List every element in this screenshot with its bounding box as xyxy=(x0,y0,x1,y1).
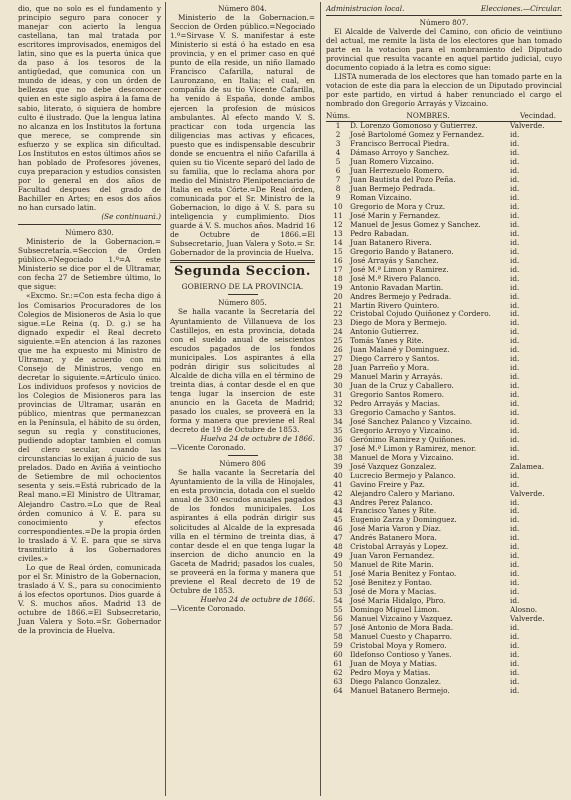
row-vecindad: id. xyxy=(510,399,520,409)
article-text: LISTA numerada de los electores que han tomado parte en la votacion de este dia para la eleccion de un Diputado provincial por este partido, en virtud á haber renunciado el cargo el nombrado don Gregorio Arrayás y Vizcaino. xyxy=(326,72,562,109)
article-text: El Alcalde de Valverde del Camino, con oficio de veintiuno del actual, me remite la lista de los electores que han tomado parte en la votacion para el nombramiento del Diputado provincial que resulta vacante en aquel partido judicial, cuyo documento copiado á la letra es como sigue: xyxy=(326,27,562,73)
column-right xyxy=(326,4,562,695)
row-vecindad: Valverde. xyxy=(510,121,545,131)
header-number: Núms. xyxy=(326,111,350,122)
signature-date: Huelva 24 de octubre de 1866. xyxy=(200,434,315,444)
row-name: Martin Rivero Quintero. xyxy=(350,300,440,310)
section-title: Segunda Seccion. xyxy=(174,264,311,280)
row-name: Manuel Vizcaino y Vazquez. xyxy=(350,613,453,623)
row-number: 37 xyxy=(333,443,343,453)
row-vecindad: id. xyxy=(510,336,520,346)
row-vecindad: Alosno. xyxy=(510,604,538,614)
row-number: 18 xyxy=(333,273,343,283)
row-number: 10 xyxy=(333,202,343,212)
row-name: Juan Parreño y Mora. xyxy=(350,363,430,373)
header-names: NOMBRES. xyxy=(350,111,506,122)
row-name: José M.ª Limon y Ramirez. xyxy=(350,264,449,274)
row-name: José M.ª Rivero Palanco. xyxy=(350,273,441,283)
row-name: Juan Bautista del Pozo Peña. xyxy=(350,175,456,185)
row-name: Juan Romero Vizcaino. xyxy=(350,157,434,167)
row-number: 24 xyxy=(333,327,343,337)
row-number: 22 xyxy=(333,309,343,319)
row-number: 53 xyxy=(333,587,343,597)
row-vecindad: id. xyxy=(510,246,520,256)
article-text: «Excmo. Sr.:=Con esta fecha digo á los Comisarios Procuradores de los Colegios de Misioneros de Asia lo que sigue.=Le Reina (q. D. g.) se ha dignado expedir el Real decreto siguiente.=En atencion á las razones que me ha expuesto mi Ministro de Ultramar, y de acuerdo con mi Consejo de Ministros, vengo en decretar lo siguiente.=Artículo único. Los individuos profesos y novicios de los Colegios de Misioneros para las provincias de Ultramar, usarán en público, mientras que permanezcan en la Península, el hábito de su órden, segun su regla y constituciones, pudiendo adoptar tambien el comun del clero secular, cuando las circunstancias lo exijan á juicio de sus prelados. Dado en Aviña á veintiocho de Setiembre de mil ochocientos sesenta y seis.=Está rubricado de la Real mano.=El Ministro de Ultramar, Alejandro Castro.=Lo que de Real órden comunico á V. E. para su conocimiento y efectos correspondientes.=De la propia órden lo traslado á V. E. para que se sirva trasmitirlo á los Gobernadores civiles.» xyxy=(18,291,161,563)
row-number: 63 xyxy=(333,676,343,686)
row-name: Roman Vizcaino. xyxy=(350,193,412,203)
row-name: José de Mora y Macias. xyxy=(350,587,437,597)
row-number: 1 xyxy=(335,121,341,131)
header-vecindad: Vecindad. xyxy=(506,111,562,122)
row-number: 59 xyxy=(333,640,343,650)
row-vecindad: id. xyxy=(510,425,520,435)
row-vecindad: id. xyxy=(510,578,520,588)
row-name: Juan Varon Fernandez. xyxy=(350,551,435,561)
row-number: 3 xyxy=(335,139,341,149)
row-name: Juan Herrezuelo Romero. xyxy=(350,166,445,176)
row-vecindad: id. xyxy=(510,506,520,516)
table-header-row xyxy=(326,111,562,122)
row-name: José Maria Varon y Diaz. xyxy=(350,524,442,534)
row-number: 52 xyxy=(333,578,343,588)
row-vecindad: id. xyxy=(510,649,520,659)
column-left xyxy=(18,4,161,635)
row-vecindad: id. xyxy=(510,175,520,185)
row-name: Lucrecio Bermejo y Palanco. xyxy=(350,470,456,480)
row-number: 55 xyxy=(333,604,343,614)
row-name: Alejandro Calero y Mariano. xyxy=(350,488,455,498)
table-body xyxy=(326,122,562,696)
row-vecindad: id. xyxy=(510,524,520,534)
row-name: Diego de Mora y Bermejo. xyxy=(350,318,447,328)
row-vecindad: id. xyxy=(510,228,520,238)
row-number: 36 xyxy=(333,434,343,444)
row-vecindad: id. xyxy=(510,542,520,552)
row-number: 42 xyxy=(333,488,343,498)
row-name: Diego Palanco Gonzalez. xyxy=(350,676,442,686)
row-vecindad: id. xyxy=(510,569,520,579)
signature-name: —Vicente Coronado. xyxy=(170,443,246,453)
row-name: Juan Malané y Dominguez. xyxy=(350,345,450,355)
row-vecindad: id. xyxy=(510,685,520,695)
row-name: Cristobal Arrayás y Lopez. xyxy=(350,542,449,552)
row-number: 13 xyxy=(333,228,343,238)
row-name: Gregorio Camacho y Santos. xyxy=(350,407,456,417)
row-number: 16 xyxy=(333,255,343,265)
row-vecindad: id. xyxy=(510,667,520,677)
row-number: 30 xyxy=(333,381,343,391)
row-number: 2 xyxy=(335,130,341,140)
row-number: 51 xyxy=(333,569,343,579)
row-name: Eugenio Zarza y Dominguez. xyxy=(350,515,457,525)
column-middle xyxy=(170,4,315,613)
row-vecindad: id. xyxy=(510,381,520,391)
row-number: 4 xyxy=(335,148,341,158)
row-vecindad: Valverde. xyxy=(510,613,545,623)
banner-left: Administracion local. xyxy=(326,4,405,13)
row-number: 48 xyxy=(333,542,343,552)
row-name: Andrés Batanero Mora. xyxy=(350,533,437,543)
row-vecindad: id. xyxy=(510,255,520,265)
article-number: Número 804. xyxy=(218,4,267,13)
row-name: Antonio Gutierrez. xyxy=(350,327,419,337)
article-text: Ministerio de la Gobernacion.= Subsecretaría.=Seccion de Orden público.=Negociado 1.º=A este Ministerio se dice por el de Ultramar, con fecha 27 de Setiembre último, lo que sigue: xyxy=(18,237,161,292)
row-number: 58 xyxy=(333,631,343,641)
row-name: Dámaso Arroyo y Sanchez. xyxy=(350,148,450,158)
row-vecindad: id. xyxy=(510,327,520,337)
row-vecindad: id. xyxy=(510,211,520,220)
signature-name: —Vicente Coronado. xyxy=(170,603,246,613)
article-number: Número 806 xyxy=(219,459,266,469)
row-name: Manuel Marin y Arrayás. xyxy=(350,372,443,382)
row-number: 46 xyxy=(333,524,343,534)
row-vecindad: id. xyxy=(510,443,520,453)
row-name: Manuel Cuesto y Chaparro. xyxy=(350,631,452,641)
row-name: Gavino Freire y Paz. xyxy=(350,479,425,489)
row-number: 44 xyxy=(333,506,343,516)
row-number: 12 xyxy=(333,219,343,229)
row-vecindad: id. xyxy=(510,676,520,686)
article-text: dio, que no solo es el fundamento y principio seguro para conocer y manejar con acierto la lengua castellana, tan mal tratada por escritores improvisados, enemigos del latin, sino que es la puerta única que da paso á los tesoros de la antigüedad, que comunica con un mundo de ideas, y con un órden de bellezas que no debe desconocer quien en este siglo aspira á la fama de sabio, literato, ó siquiera de hombre culto é ilustrado. Que la lengua latina no alcanza en los Institutos la fortuna que merece, se comprende sin esfuerzo y se explica sin dificultad. Los Institutos en estos últimos años se han poblado de Profesores jóvenes, cuya preparacion y estudios consisten por lo general en dos años de Facultad despues del grado de Bachiller en Artes; en esos dos años no han cursado latin. xyxy=(18,4,161,213)
row-vecindad: id. xyxy=(510,622,520,632)
column-divider xyxy=(320,2,321,796)
section-subtitle: GOBIERNO DE LA PROVINCIA. xyxy=(181,282,304,292)
row-number: 64 xyxy=(333,685,343,695)
row-number: 32 xyxy=(333,399,343,409)
row-number: 54 xyxy=(333,595,343,605)
row-number: 62 xyxy=(333,667,343,677)
row-name: José Antonio de Mora Bada. xyxy=(350,622,454,632)
article-number: Número 830. xyxy=(65,228,114,238)
row-vecindad: id. xyxy=(510,130,520,140)
row-number: 9 xyxy=(335,193,341,203)
row-name: Juan Batanero Rivera. xyxy=(350,237,432,247)
row-number: 21 xyxy=(333,300,343,310)
row-vecindad: id. xyxy=(510,219,520,229)
row-name: Ildefonso Contioso y Yanes. xyxy=(350,649,452,659)
row-number: 39 xyxy=(333,461,343,471)
row-name: Tomás Yanes y Rite. xyxy=(350,336,424,346)
row-vecindad: id. xyxy=(510,658,520,668)
row-name: Juan Bermejo Pedrada. xyxy=(350,184,436,194)
row-name: Andres Perez Palanco. xyxy=(350,497,433,507)
row-name: Cristobal Moya y Romero. xyxy=(350,640,447,650)
row-number: 47 xyxy=(333,533,343,543)
row-vecindad: id. xyxy=(510,515,520,525)
divider xyxy=(228,294,258,295)
row-number: 43 xyxy=(333,497,343,507)
row-vecindad: id. xyxy=(510,264,520,274)
row-vecindad: id. xyxy=(510,309,520,319)
row-vecindad: Zalamea. xyxy=(510,461,545,471)
row-vecindad: Valverde. xyxy=(510,488,545,498)
row-vecindad: id. xyxy=(510,479,520,489)
row-name: José Sanchez Palanco y Vizcaino. xyxy=(350,416,473,426)
continuation-note: (Se continuará.) xyxy=(101,212,161,222)
row-name: D. Lorenzo Gomonoso y Gutierrez. xyxy=(350,121,478,131)
row-vecindad: id. xyxy=(510,354,520,364)
row-vecindad: id. xyxy=(510,300,520,310)
row-name: Gregorio Santos Romero. xyxy=(350,390,444,400)
row-vecindad: id. xyxy=(510,291,520,301)
row-vecindad: id. xyxy=(510,640,520,650)
row-vecindad: id. xyxy=(510,587,520,597)
row-number: 33 xyxy=(333,407,343,417)
row-name: Juan de Moya y Matias. xyxy=(350,658,437,668)
row-name: Manuel de Rite Marin. xyxy=(350,560,434,570)
row-vecindad: id. xyxy=(510,202,520,212)
row-number: 40 xyxy=(333,470,343,480)
article-text: Se halla vacante la Secretaría del Ayuntamiento de la villa de Hinojales, en esta provincia, dotada con el sueldo anual de 330 escudos anuales pagados de los fondos municipales. Los aspirantes á ella podrán dirigir sus solicitudes al Alcalde de la expresada villa en el término de treinta dias, á contar desde el en que tenga lugar la insercion de dicho anuncio en la Gaceta de Madrid; pasados los cuales, se proveerá en la forma y manera que previene el Real decreto de 19 de Octubre de 1853. xyxy=(170,468,315,595)
row-vecindad: id. xyxy=(510,452,520,462)
table-row xyxy=(326,687,562,696)
row-number: 60 xyxy=(333,649,343,659)
row-vecindad: id. xyxy=(510,318,520,328)
row-number: 29 xyxy=(333,372,343,382)
article-text: Ministerio de la Gobernacion.= Seccion de Orden público.=Negociado 1.º=Sirvase V. S. manifestar á este Ministerio si está ó ha estado en esa provincia, y en el primer caso en qué punto de ella reside, un niño llamado Francisco Cafarilla, natural de Lauronzano, en Italia; el cual, en compañía de su tio Vicente Cafarilla, ha venido á España, donde ambos ejercen la profesion de músicos ambulantes. Al efecto mando V. S. practicar con toda urgencia las diligencias mas activas y eficaces, puesto que es indispensable descubrir donde se encuentra el niño Cafarilla á quien su tio Vicente separó del lado de su familia, que lo reclama ahora por medio del Ministro Plenipotenciario de Italia en esta Córte.=De Real órden, comunicada por el Sr. Ministro de la Gobernacion, lo digo á V. S. para su inteligencia y cumplimiento. Dios guarde á V. S. muchos años. Madrid 16 de Octubre de 1866.=El Subsecretario, Juan Valera y Soto.= Sr. Gobernador de la provincia de Huelva. xyxy=(170,13,316,258)
row-number: 41 xyxy=(333,479,343,489)
row-name: Antonio Ravadan Martin. xyxy=(350,282,444,292)
divider xyxy=(228,455,258,456)
row-name: José Bartolomé Gomez y Fernandez. xyxy=(350,130,485,140)
row-vecindad: id. xyxy=(510,533,520,543)
row-number: 50 xyxy=(333,560,343,570)
row-vecindad: id. xyxy=(510,434,520,444)
row-number: 8 xyxy=(335,184,341,194)
row-vecindad: id. xyxy=(510,595,520,605)
row-vecindad: id. xyxy=(510,345,520,355)
row-name: José M.ª Limon y Ramirez, menor. xyxy=(350,443,477,453)
row-vecindad: id. xyxy=(510,560,520,570)
section-banner xyxy=(326,4,562,16)
row-number: 19 xyxy=(333,282,343,292)
row-number: 34 xyxy=(333,416,343,426)
row-number: 57 xyxy=(333,622,343,632)
row-name: Manuel de Mora y Vizcaino. xyxy=(350,452,454,462)
row-vecindad: id. xyxy=(510,193,520,203)
row-number: 26 xyxy=(333,345,343,355)
row-number: 23 xyxy=(333,318,343,328)
row-name: Gregorio Bando y Batanero. xyxy=(350,246,454,256)
row-vecindad: id. xyxy=(510,184,520,194)
row-name: Gregorio de Mora y Cruz. xyxy=(350,202,446,212)
row-number: 15 xyxy=(333,246,343,256)
row-name: Gerónimo Ramirez y Quiñones. xyxy=(350,434,466,444)
row-name: Domingo Miguel Limon. xyxy=(350,604,440,614)
row-name: José Benitez y Fontao. xyxy=(350,578,432,588)
row-number: 61 xyxy=(333,658,343,668)
row-vecindad: id. xyxy=(510,157,520,167)
row-name: Diego Carrero y Santos. xyxy=(350,354,440,364)
row-vecindad: id. xyxy=(510,282,520,292)
row-name: Manuel Batanero Bermejo. xyxy=(350,685,450,695)
divider xyxy=(170,260,315,263)
row-number: 6 xyxy=(335,166,341,176)
row-vecindad: id. xyxy=(510,416,520,426)
row-name: José Maria Benitez y Fontao. xyxy=(350,569,457,579)
row-vecindad: id. xyxy=(510,139,520,149)
row-name: Francisco Berrocal Piedra. xyxy=(350,139,450,149)
row-number: 49 xyxy=(333,551,343,561)
row-vecindad: id. xyxy=(510,390,520,400)
row-name: Pedro Arrayás y Macias. xyxy=(350,399,441,409)
row-number: 31 xyxy=(333,390,343,400)
banner-right: Elecciones.—Circular. xyxy=(480,4,562,13)
row-name: Cristobal Cojudo Quiñonez y Cordero. xyxy=(350,309,491,319)
row-name: José Marin y Fernandez. xyxy=(350,211,441,220)
row-number: 28 xyxy=(333,363,343,373)
row-number: 45 xyxy=(333,515,343,525)
divider xyxy=(18,224,161,225)
row-name: Juan de la Cruz y Caballero. xyxy=(350,381,454,391)
row-name: Manuel de Jesus Gomez y Sanchez. xyxy=(350,219,481,229)
row-number: 56 xyxy=(333,613,343,623)
row-vecindad: id. xyxy=(510,273,520,283)
row-number: 25 xyxy=(333,336,343,346)
row-number: 20 xyxy=(333,291,343,301)
article-number: Número 805. xyxy=(218,298,267,308)
row-name: Andres Bermejo y Pedrada. xyxy=(350,291,452,301)
row-number: 7 xyxy=(335,175,341,185)
row-vecindad: id. xyxy=(510,363,520,373)
row-name: Gregorio Arroyo y Vizcaino. xyxy=(350,425,453,435)
row-name: Pedro Moya y Matias. xyxy=(350,667,431,677)
row-vecindad: id. xyxy=(510,551,520,561)
row-vecindad: id. xyxy=(510,470,520,480)
row-name: José Arrayás y Sanchez. xyxy=(350,255,439,265)
row-vecindad: id. xyxy=(510,631,520,641)
row-number: 35 xyxy=(333,425,343,435)
column-divider xyxy=(165,2,166,796)
row-name: Francisco Yanes y Rite. xyxy=(350,506,437,516)
row-vecindad: id. xyxy=(510,166,520,176)
row-number: 38 xyxy=(333,452,343,462)
article-number: Número 807. xyxy=(419,18,469,28)
row-number: 27 xyxy=(333,354,343,364)
article-text: Se halla vacante la Secretaría del Ayuntamiento de Villanueva de los Castillejos, en esta provincia, dotada con el sueldo anual de seiscientos escudos pagados de los fondos municipales. Los aspirantes á ella podrán dirigir sus solicitudes al Alcalde de dicha villa en el término de treinta dias, á contar desde el en que tenga lugar la insercion de este anuncio en la Gaceta de Madrid; pasado los cuales, se proveerá en la forma y manera que previene el Real decreto de 19 de Octubre de 1853. xyxy=(170,307,315,435)
electors-table xyxy=(326,111,562,696)
signature-date: Huelva 24 de octubre de 1866. xyxy=(200,594,315,604)
row-number: 14 xyxy=(333,237,343,247)
row-number: 5 xyxy=(335,157,341,167)
row-number: 17 xyxy=(333,264,343,274)
row-vecindad: id. xyxy=(510,372,520,382)
row-name: José Maria Hidalgo, Pbro. xyxy=(350,595,446,605)
row-name: Pedro Rabadan. xyxy=(350,228,409,238)
row-vecindad: id. xyxy=(510,407,520,417)
row-name: José Vazquez Gonzalez. xyxy=(350,461,437,471)
row-vecindad: id. xyxy=(510,148,520,158)
row-vecindad: id. xyxy=(510,497,520,507)
row-number: 11 xyxy=(333,211,343,220)
article-text: Lo que de Real órden, comunicada por el Sr. Ministro de la Gobernacion, traslado á V. S., para su conocimiento á los efectos oportunos. Dios guarde á V. S. muchos años. Madrid 13 de octubre de 1866.=El Subsecretario, Juan Valera y Soto.=Sr. Gobernador de la provincia de Huelva. xyxy=(18,562,161,636)
row-vecindad: id. xyxy=(510,237,520,247)
